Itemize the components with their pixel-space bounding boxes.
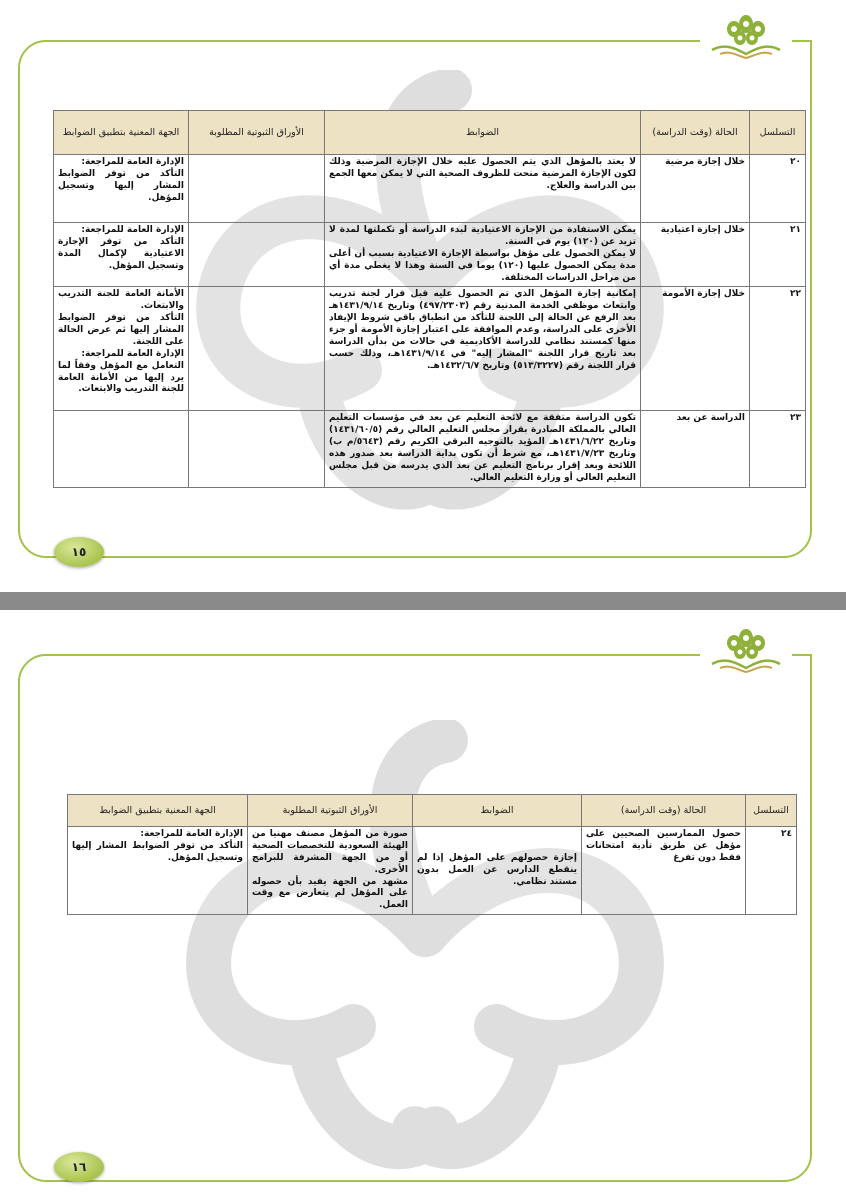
ministry-logo [706, 10, 786, 62]
column-header-state: الحالة (وقت الدراسة) [641, 111, 750, 155]
column-header-rules: الضوابط [413, 795, 582, 827]
authority-text: الإدارة العامة للمراجعة: التأكد من توفر الضوابط المشار إليها وتسجيل المؤهل. [72, 829, 243, 863]
table-row [54, 411, 806, 487]
cell-authority [68, 827, 248, 915]
column-header-docs: الأوراق الثبوتية المطلوبة [189, 111, 325, 155]
column-header-authority: الجهة المعنية بتطبيق الضوابط [54, 111, 189, 155]
cell-seq: ٢١ [750, 223, 806, 287]
cell-docs [248, 827, 413, 915]
rules-table [53, 110, 806, 488]
authority-text: الأمانة العامة للجنة التدريب والابتعاث. التأكد من توفر الضوابط المشار إليها ثم عرض الحالة على اللجنة. الإدارة العامة للمراجعة: التعامل مع المؤهل وفقاً لما يرد إليها من الأمانة العامة للجنة التدريب والابتعاث. [58, 289, 184, 395]
cell-state: خلال إجازة اعتيادية [641, 223, 750, 287]
cell-state: حصول الممارسين الصحيين على مؤهل عن طريق تأدية امتحانات فقط دون تفرغ [582, 827, 746, 915]
page-frame [18, 654, 812, 1182]
cell-authority [54, 155, 189, 223]
column-header-state: الحالة (وقت الدراسة) [582, 795, 746, 827]
cell-docs [189, 223, 325, 287]
cell-rules [325, 155, 641, 223]
cell-authority [54, 411, 189, 487]
cell-state: خلال إجازة مرضية [641, 155, 750, 223]
document-page-16 [0, 610, 846, 1200]
column-header-docs: الأوراق الثبوتية المطلوبة [248, 795, 413, 827]
cell-seq: ٢٠ [750, 155, 806, 223]
cell-rules [325, 223, 641, 287]
cell-seq: ٢٣ [750, 411, 806, 487]
cell-state: الدراسة عن بعد [641, 411, 750, 487]
cell-docs [189, 287, 325, 411]
page-number-badge: ١٦ [54, 1152, 104, 1182]
cell-seq: ٢٤ [746, 827, 797, 915]
cell-seq: ٢٢ [750, 287, 806, 411]
table-row [54, 223, 806, 287]
column-header-seq: التسلسل [746, 795, 797, 827]
table-header-row [68, 795, 797, 827]
rules-text: يمكن الاستفادة من الإجازة الاعتيادية لبدء الدراسة أو تكملتها لمدة لا تزيد عن (١٢٠) يوم في السنة. لا يمكن الحصول على مؤهل بواسطة الإجازة الاعتيادية بسبب أن أعلى مدة يمكن الحصول عليها (١٢٠) يوما في السنة وهذا لا يغطي مدة أي من مراحل الدراسات المختلفة. [329, 225, 636, 283]
docs-text: صورة من المؤهل مصنف مهنيا من الهيئة السعودية للتخصصات الصحية أو من الجهة المشرفة للبرامج الأخرى. مشهد من الجهة يفيد بأن حصوله على المؤهل لم يتعارض مع وقت العمل. [252, 829, 408, 911]
rules-text: تكون الدراسة متفقة مع لائحة التعليم عن بعد في مؤسسات التعليم العالي بالمملكة الصادرة بقرار مجلس التعليم العالي رقم (١٤٣١/٦٠/٥) وتاريخ ١٤٣١/٦/٢٢هـ المؤيد بالتوجيه البرقي الكريم رقم (٥٦٤٣/م ب) وتاريخ ١٤٣١/٧/٢٣هـ، مع شرط أن تكون بداية الدراسة بعد صدور هذه اللائحة وبعد إقرار برنامج التعليم عن بعد الذي يدرسه من قبل مجلس التعليم العالي أو وزارة التعليم العالي. [329, 413, 636, 483]
authority-text: الإدارة العامة للمراجعة: التأكد من توفر الضوابط المشار إليها وتسجيل المؤهل. [58, 157, 184, 203]
cell-authority [54, 287, 189, 411]
table-header-row [54, 111, 806, 155]
column-header-seq: التسلسل [750, 111, 806, 155]
page-number-badge: ١٥ [54, 537, 104, 567]
rules-table [67, 794, 797, 915]
authority-text: الإدارة العامة للمراجعة: التأكد من توفر الإجازة الاعتيادية لإكمال المدة وتسجيل المؤهل. [58, 225, 184, 271]
cell-rules [413, 827, 582, 915]
ministry-logo [706, 624, 786, 676]
column-header-authority: الجهة المعنية بتطبيق الضوابط [68, 795, 248, 827]
table-row [54, 155, 806, 223]
cell-authority [54, 223, 189, 287]
cell-state: خلال إجازة الأمومة [641, 287, 750, 411]
document-page-15 [0, 0, 846, 592]
rules-text: لا يعتد بالمؤهل الذي يتم الحصول عليه خلال الإجازة المرضية وذلك لكون الإجازة المرضية منحت للظروف الصحية التي لا يمكن معها الجمع بين الدراسة والعلاج. [329, 157, 636, 191]
page-divider [0, 592, 846, 610]
column-header-rules: الضوابط [325, 111, 641, 155]
table-row [68, 827, 797, 915]
cell-docs [189, 411, 325, 487]
table-row [54, 287, 806, 411]
cell-docs [189, 155, 325, 223]
rules-text: إمكانية إجازة المؤهل الذي تم الحصول عليه قبل قرار لجنة تدريب وابتعاث موظفي الخدمة المدنية رقم (٤٩٧/٢٣٠٣) وتاريخ ١٤٣١/٩/١٤هـ بعد الرفع عن الحالة إلى اللجنة للتأكد من انطباق باقي شروط الإيفاد الأخرى على الدراسة، وعدم الموافقة على اعتبار إجازة الأمومة أو جزء منها كمستند نظامي للدراسة الأكاديمية في حالات من بدأن الدراسة بعد تاريخ قرار اللجنة "المشار إليه" في ١٤٣١/٩/١٤هـ، وذلك حسب قرار اللجنة رقم (٥١٣/٣٢٢٧) وتاريخ ١٤٣٢/٦/٧هـ. [329, 289, 637, 371]
cell-rules [325, 411, 641, 487]
rules-text: إجازة حصولهم على المؤهل إذا لم ينقطع الدارس عن العمل بدون مستند نظامي. [417, 852, 577, 887]
cell-rules [325, 287, 641, 411]
